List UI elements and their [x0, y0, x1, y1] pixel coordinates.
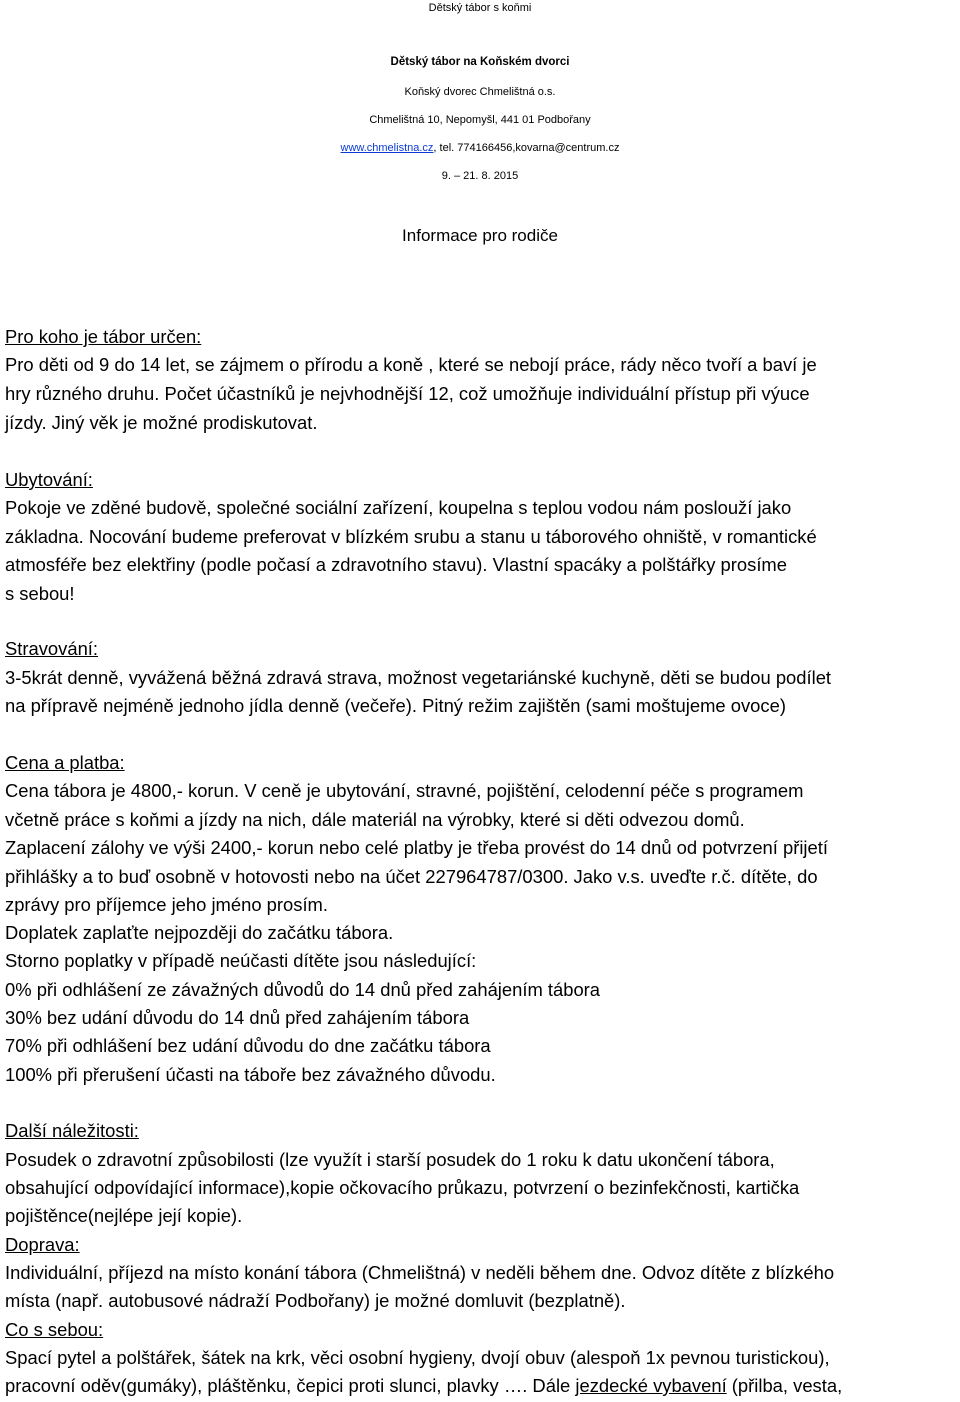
text-line: 70% při odhlášení bez udání důvodu do dne začátku tábora — [5, 1035, 491, 1056]
contact-line — [0, 142, 960, 154]
text-line: Cena tábora je 4800,- korun. V ceně je ubytování, stravné, pojištění, celodenní péče s programem — [5, 780, 804, 801]
page-subtitle: Informace pro rodiče — [402, 226, 558, 245]
text-line: 30% bez udání důvodu do 14 dnů před zahájením tábora — [5, 1007, 470, 1028]
text-line: hry různého druhu. Počet účastníků je nejvhodnější 12, což umožňuje individuální přístup při výuce — [5, 383, 810, 404]
text-line: obsahující odpovídající informace),kopie očkovacího průkazu, potvrzení o bezinfekčnosti, kartička — [5, 1177, 800, 1198]
text-line: Storno poplatky v případě neúčasti dítěte jsou následující: — [5, 950, 477, 971]
text-line: jízdy. Jiný věk je možné prodiskutovat. — [5, 412, 318, 433]
text-line: 0% při odhlášení ze závažných důvodů do 14 dnů před zahájením tábora — [5, 979, 601, 1000]
organization-address: Chmelištná 10, Nepomyšl, 441 01 Podbořany — [369, 114, 591, 126]
text-line: pojištěnce(nejlépe její kopie). — [5, 1205, 243, 1226]
document-main-title: Dětský tábor na Koňském dvorci — [390, 56, 570, 68]
text-line: 3-5krát denně, vyvážená běžná zdravá strava, možnost vegetariánské kuchyně, děti se budou podílet — [5, 667, 832, 688]
document-small-title: Dětský tábor s koňmi — [428, 2, 532, 14]
text-line: atmosféře bez elektřiny (podle počasí a zdravotního stavu). Vlastní spacáky a polštářky prosíme — [5, 554, 787, 575]
text-line: s sebou! — [5, 583, 75, 604]
text-line: Zaplacení zálohy ve výši 2400,- korun nebo celé platby je třeba provést do 14 dnů od potvrzení přijetí — [5, 837, 828, 858]
section-heading-bring: Co s sebou: — [5, 1319, 104, 1340]
section-heading-boarding: Stravování: — [5, 638, 99, 659]
text-line: zprávy pro příjemce jeho jméno prosím. — [5, 894, 328, 915]
website-link[interactable]: www.chmelistna.cz — [340, 142, 434, 154]
section-heading-transport: Doprava: — [5, 1234, 80, 1255]
text-segment: pracovní oděv(gumáky), pláštěnku, čepici proti slunci, plavky …. Dále — [5, 1375, 576, 1396]
text-line-with-link — [5, 1375, 842, 1397]
text-line: Pro děti od 9 do 14 let, se zájmem o přírodu a koně , které se nebojí práce, rády něco tvoří a baví je — [5, 354, 817, 375]
text-line: Doplatek zaplaťte nejpozději do začátku tábora. — [5, 922, 394, 943]
text-segment: (přilba, vesta, — [726, 1375, 843, 1396]
section-heading-for-whom: Pro koho je tábor určen: — [5, 326, 202, 347]
organization-name: Koňský dvorec Chmelištná o.s. — [404, 86, 556, 98]
camp-dates: 9. – 21. 8. 2015 — [441, 170, 519, 182]
text-line: Pokoje ve zděné budově, společné sociální zařízení, koupelna s teplou vodou nám poslouží jako — [5, 497, 792, 518]
text-line: včetně práce s koňmi a jízdy na nich, dále materiál na výrobky, které si děti odvezou domů. — [5, 809, 745, 830]
text-line: Posudek o zdravotní způsobilosti (lze využít i starší posudek do 1 roku k datu ukončení tábora, — [5, 1149, 775, 1170]
text-line: Individuální, příjezd na místo konání tábora (Chmelištná) v neděli během dne. Odvoz dítěte z blízkého — [5, 1262, 835, 1283]
section-heading-accommodation: Ubytování: — [5, 469, 93, 490]
text-line: na přípravě nejméně jednoho jídla denně (večeře). Pitný režim zajištěn (sami moštujeme ovoce) — [5, 695, 786, 716]
contact-details: , tel. 774166456,kovarna@centrum.cz — [433, 142, 620, 154]
riding-equipment-link[interactable]: jezdecké vybavení — [575, 1375, 727, 1396]
section-heading-other: Další náležitosti: — [5, 1120, 139, 1141]
text-line: přihlášky a to buď osobně v hotovosti nebo na účet 227964787/0300. Jako v.s. uveďte r.č. dítěte, do — [5, 866, 818, 887]
text-line: místa (např. autobusové nádraží Podbořany) je možné domluvit (bezplatně). — [5, 1290, 626, 1311]
text-line: 100% při přerušení účasti na táboře bez závažného důvodu. — [5, 1064, 496, 1085]
section-heading-price: Cena a platba: — [5, 752, 125, 773]
text-line: Spací pytel a polštářek, šátek na krk, věci osobní hygieny, dvojí obuv (alespoň 1x pevnou turistickou), — [5, 1347, 830, 1368]
text-line: základna. Nocování budeme preferovat v blízkém srubu a stanu u táborového ohniště, v romantické — [5, 526, 817, 547]
